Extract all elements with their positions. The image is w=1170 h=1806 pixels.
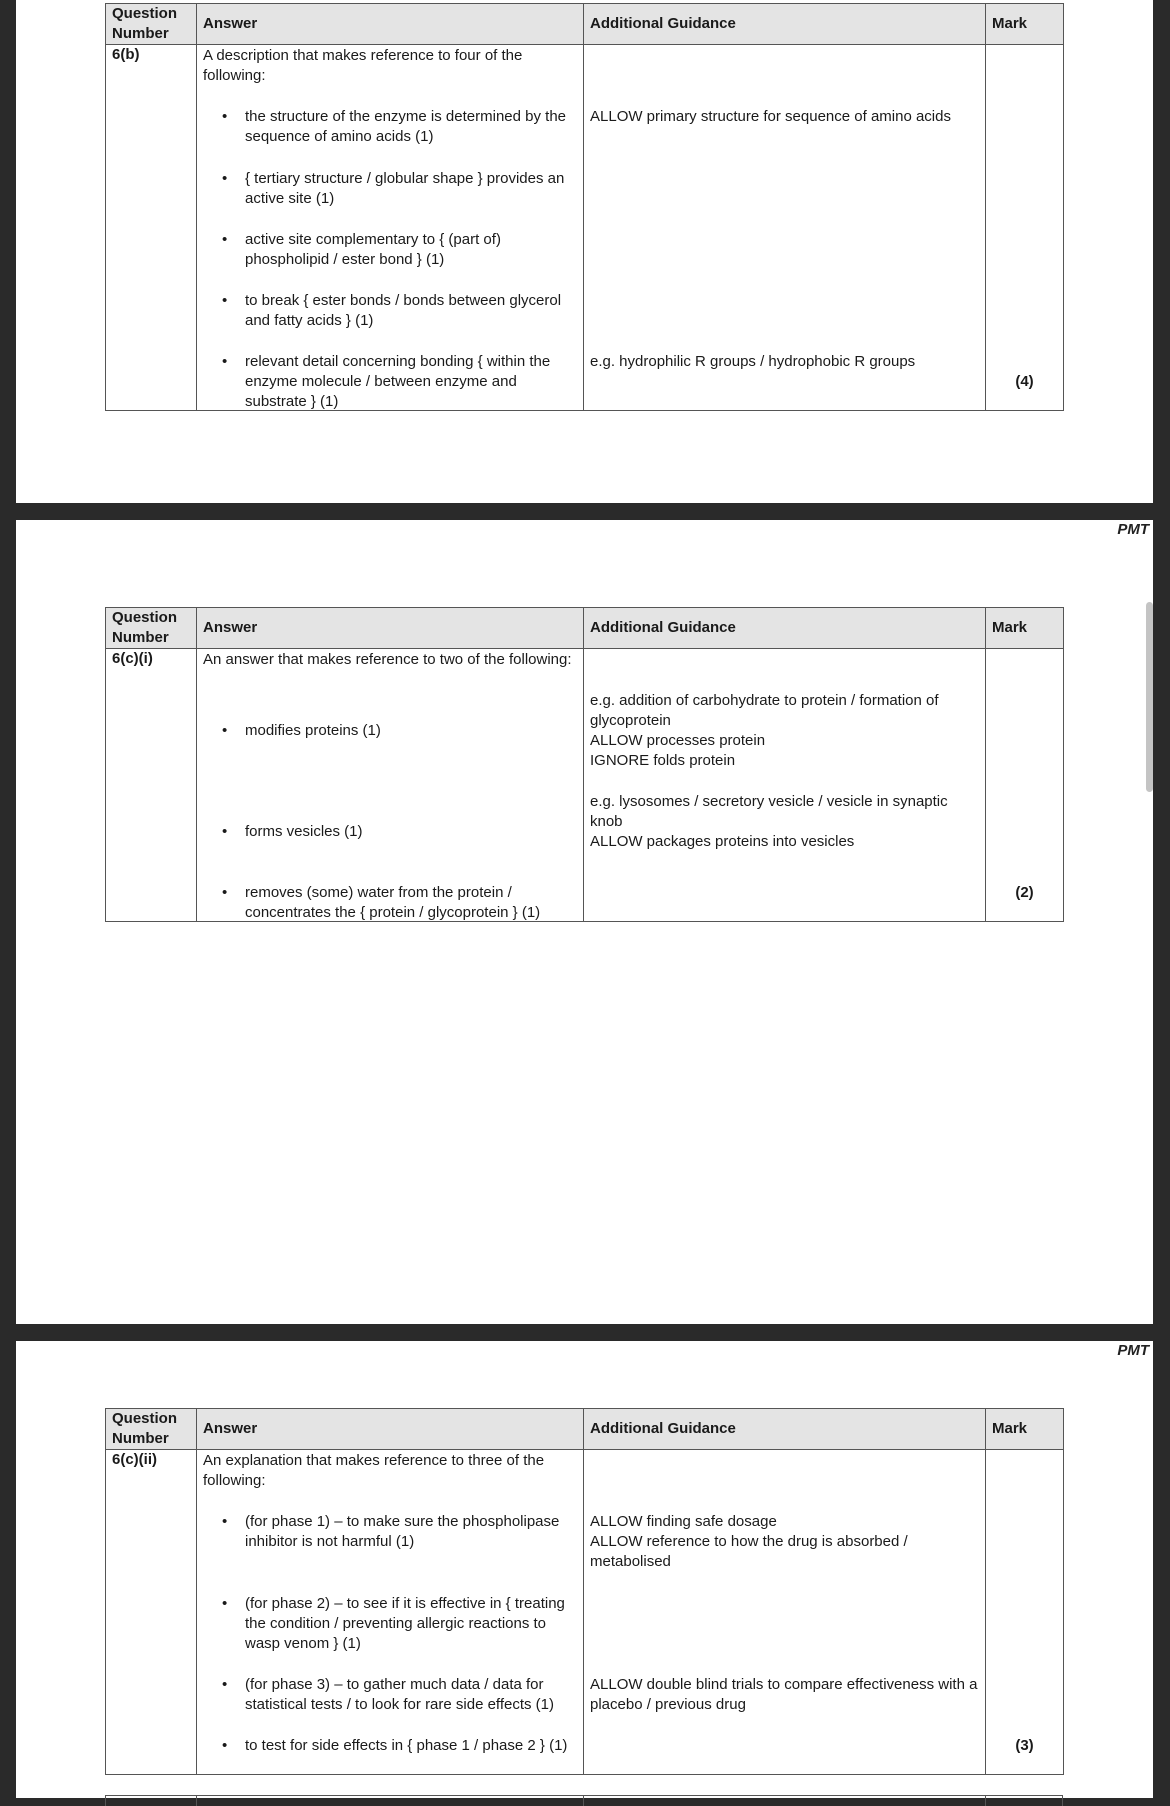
guidance-text: e.g. addition of carbohydrate to protein / formation of glycoprotein: [590, 692, 939, 729]
header-question-number: Question Number: [106, 1409, 197, 1450]
answer-point: • removes (some) water from the protein / concentrates the { protein / glycoprotein } (1): [245, 883, 579, 923]
header-mark: Mark: [986, 4, 1064, 45]
answer-point: • { tertiary structure / globular shape } provides an active site (1): [245, 169, 579, 209]
table-row: [106, 649, 1064, 922]
guidance-text: ALLOW finding safe dosage: [590, 1513, 777, 1530]
guidance-text: e.g. lysosomes / secretory vesicle / vesicle in synaptic knob: [590, 793, 948, 830]
answer-point: • forms vesicles (1): [245, 822, 579, 842]
guidance-cell: [584, 1450, 986, 1775]
mark-scheme-table-6b: [105, 3, 1064, 411]
mark-value: (3): [1015, 1737, 1034, 1754]
header-answer: Answer: [197, 1409, 584, 1450]
answer-cell: [197, 1450, 584, 1775]
guidance-text: ALLOW double blind trials to compare effectiveness with a placebo / previous drug: [590, 1676, 978, 1713]
header-answer: Answer: [197, 4, 584, 45]
question-number: 6(c)(i): [106, 649, 197, 922]
header-mark: Mark: [986, 1409, 1064, 1450]
table-header-row: [106, 608, 1064, 649]
header-question-number: Question Number: [106, 608, 197, 649]
answer-point: • modifies proteins (1): [245, 721, 579, 741]
guidance-text: ALLOW packages proteins into vesicles: [590, 833, 855, 850]
table-header-row: [106, 1409, 1064, 1450]
mark-cell: [986, 649, 1064, 922]
mark-cell: [986, 45, 1064, 411]
answer-point: • (for phase 3) – to gather much data / data for statistical tests / to look for rare side effects (1): [245, 1675, 579, 1715]
header-additional-guidance: Additional Guidance: [584, 4, 986, 45]
answer-cell: [197, 649, 584, 922]
answer-intro: A description that makes reference to four of the following:: [203, 47, 523, 84]
header-mark: Mark: [986, 608, 1064, 649]
header-answer: Answer: [197, 608, 584, 649]
question-number: 6(b): [106, 45, 197, 411]
answer-point: • (for phase 1) – to make sure the phospholipase inhibitor is not harmful (1): [245, 1512, 579, 1552]
guidance-text: e.g. hydrophilic R groups / hydrophobic R groups: [590, 353, 916, 370]
mark-scheme-table-6cii: [105, 1408, 1064, 1775]
pmt-label: PMT: [1117, 521, 1149, 538]
answer-point: • to test for side effects in { phase 1 / phase 2 } (1): [245, 1736, 579, 1756]
header-question-number: Question Number: [106, 4, 197, 45]
answer-point: • to break { ester bonds / bonds between glycerol and fatty acids } (1): [245, 291, 579, 331]
mark-value: (4): [1015, 373, 1034, 390]
guidance-cell: [584, 649, 986, 922]
table-header-row: [106, 4, 1064, 45]
table-row: [106, 45, 1064, 411]
guidance-text: ALLOW reference to how the drug is absorbed / metabolised: [590, 1533, 908, 1570]
mark-scheme-table-6ci: [105, 607, 1064, 922]
guidance-text: ALLOW primary structure for sequence of amino acids: [590, 108, 951, 125]
answer-point: • active site complementary to { (part of) phospholipid / ester bond } (1): [245, 230, 579, 270]
guidance-cell: [584, 45, 986, 411]
pmt-label: PMT: [1117, 1342, 1149, 1359]
mark-value: (2): [1015, 884, 1034, 901]
answer-point: • relevant detail concerning bonding { within the enzyme molecule / between enzyme and substrate } (1): [245, 352, 579, 412]
guidance-text: IGNORE folds protein: [590, 752, 736, 769]
answer-point: • the structure of the enzyme is determined by the sequence of amino acids (1): [245, 107, 579, 147]
document-page-1: [16, 0, 1153, 503]
answer-intro: An answer that makes reference to two of the following:: [203, 651, 572, 668]
document-page-2: [16, 520, 1153, 1324]
answer-intro: An explanation that makes reference to three of the following:: [203, 1452, 545, 1489]
question-number: 6(c)(ii): [106, 1450, 197, 1775]
mark-cell: [986, 1450, 1064, 1775]
header-additional-guidance: Additional Guidance: [584, 608, 986, 649]
scrollbar-thumb[interactable]: [1146, 602, 1153, 792]
document-page-3: [16, 1341, 1153, 1798]
answer-cell: [197, 45, 584, 411]
next-table-top-edge: [105, 1795, 1063, 1806]
table-row: [106, 1450, 1064, 1775]
guidance-text: ALLOW processes protein: [590, 732, 766, 749]
answer-point: • (for phase 2) – to see if it is effective in { treating the condition / preventing allergic reactions to wasp venom } (1): [245, 1594, 579, 1654]
header-additional-guidance: Additional Guidance: [584, 1409, 986, 1450]
